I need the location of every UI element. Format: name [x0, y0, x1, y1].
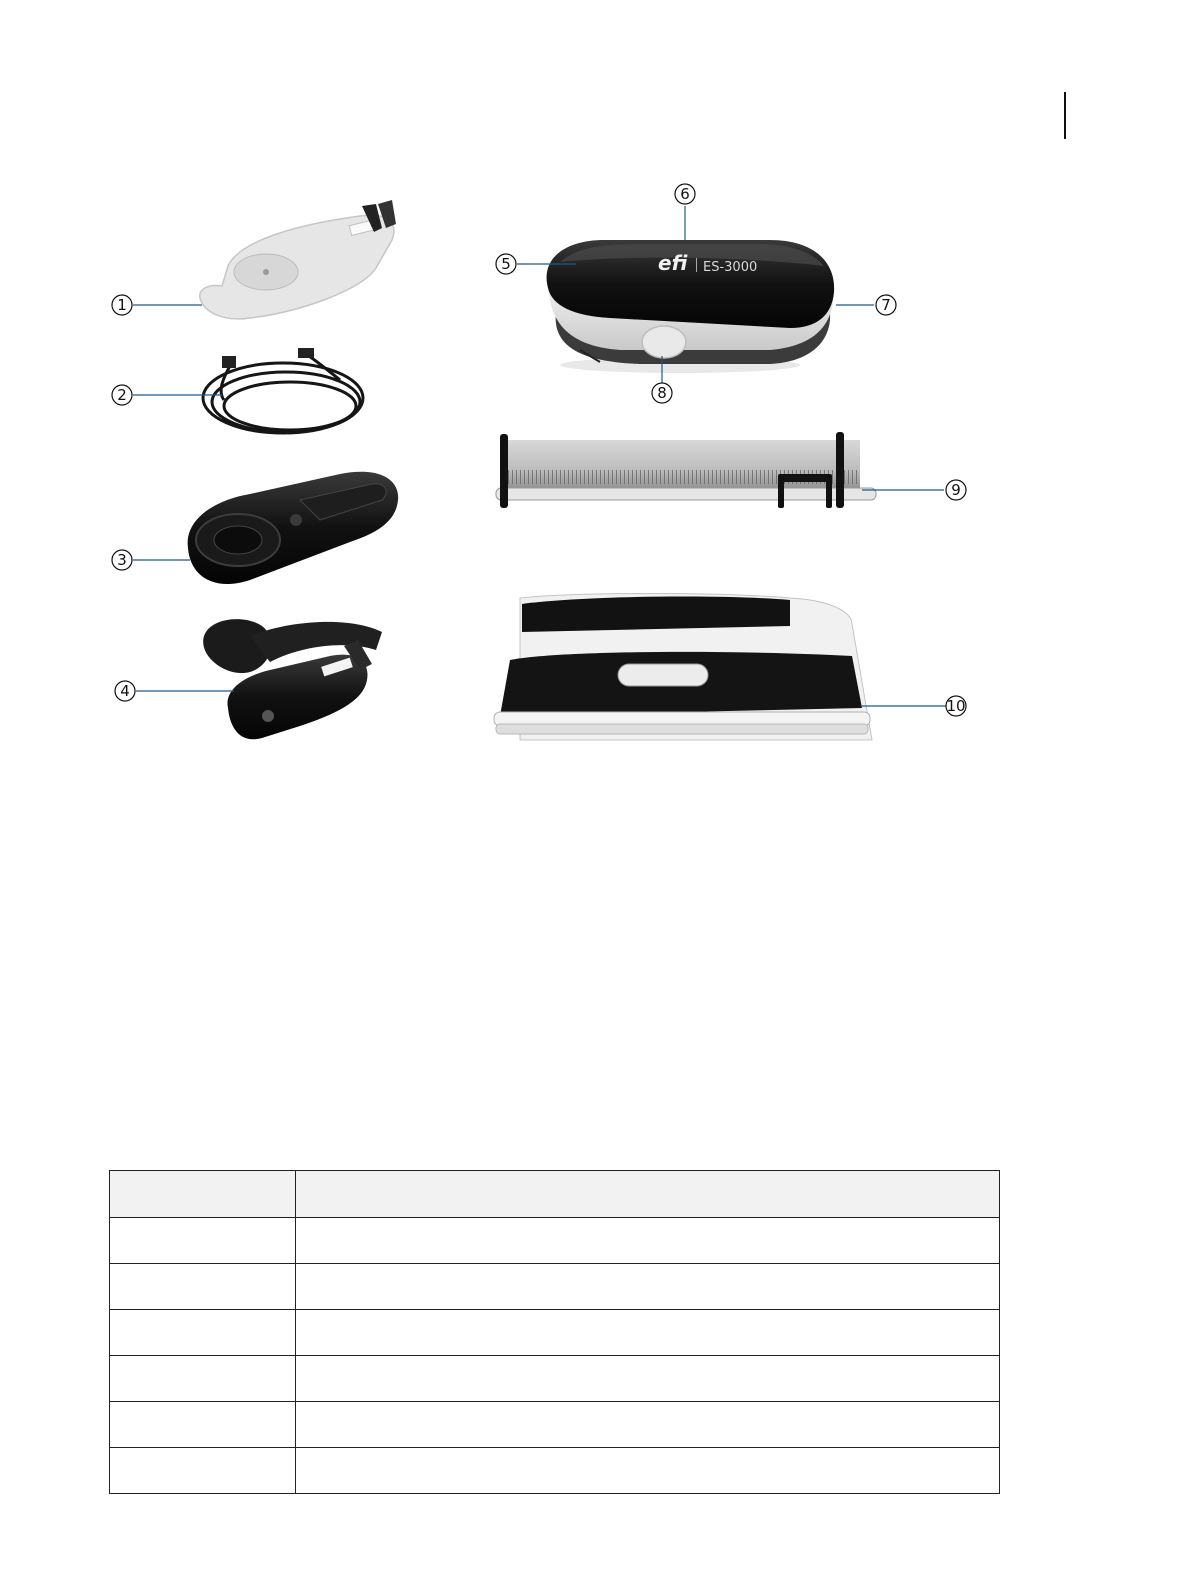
svg-text:10: 10 — [946, 697, 966, 715]
callout-2 — [112, 385, 132, 405]
table-cell — [296, 1402, 1000, 1448]
usb-cable-image — [203, 348, 363, 433]
svg-text:3: 3 — [117, 551, 127, 569]
callout-9 — [946, 480, 966, 500]
callout-5 — [496, 254, 516, 274]
table-header-row — [110, 1171, 1000, 1218]
callout-6 — [675, 184, 695, 204]
table-cell — [110, 1356, 296, 1402]
backup-accessory-image — [203, 619, 382, 739]
ruler-image — [496, 432, 876, 508]
callout-1 — [112, 295, 132, 315]
table-cell — [296, 1356, 1000, 1402]
table-cell — [296, 1310, 1000, 1356]
callout-3 — [112, 550, 132, 570]
svg-text:7: 7 — [881, 296, 891, 314]
table-row — [110, 1218, 1000, 1264]
svg-text:8: 8 — [657, 384, 667, 402]
callout-8 — [652, 383, 672, 403]
table-row — [110, 1264, 1000, 1310]
components-figure — [0, 0, 1188, 780]
callout-7 — [876, 295, 896, 315]
svg-text:1: 1 — [117, 296, 127, 314]
callout-4 — [115, 681, 135, 701]
brand-logo: efi — [658, 251, 688, 275]
svg-text:5: 5 — [501, 255, 511, 273]
backing-board-image — [494, 594, 872, 741]
components-table — [109, 1170, 1000, 1494]
table-cell — [110, 1448, 296, 1494]
callout-10 — [946, 696, 966, 716]
svg-text:4: 4 — [120, 682, 130, 700]
svg-text:2: 2 — [117, 386, 127, 404]
table-header-cell — [110, 1171, 296, 1218]
table-cell — [296, 1264, 1000, 1310]
table-cell — [110, 1310, 296, 1356]
table-header-cell — [296, 1171, 1000, 1218]
table-cell — [296, 1448, 1000, 1494]
table-row — [110, 1448, 1000, 1494]
table-cell — [110, 1402, 296, 1448]
table-cell — [110, 1218, 296, 1264]
table-row — [110, 1310, 1000, 1356]
device-model-label: ES-3000 — [703, 260, 758, 275]
table-cell — [296, 1218, 1000, 1264]
svg-text:6: 6 — [680, 185, 690, 203]
table-row — [110, 1356, 1000, 1402]
table-row — [110, 1402, 1000, 1448]
cradle-image — [188, 472, 398, 584]
svg-text:9: 9 — [951, 481, 961, 499]
spectrophotometer-image — [547, 240, 835, 373]
table-cell — [110, 1264, 296, 1310]
calibration-tile-image — [200, 200, 396, 319]
